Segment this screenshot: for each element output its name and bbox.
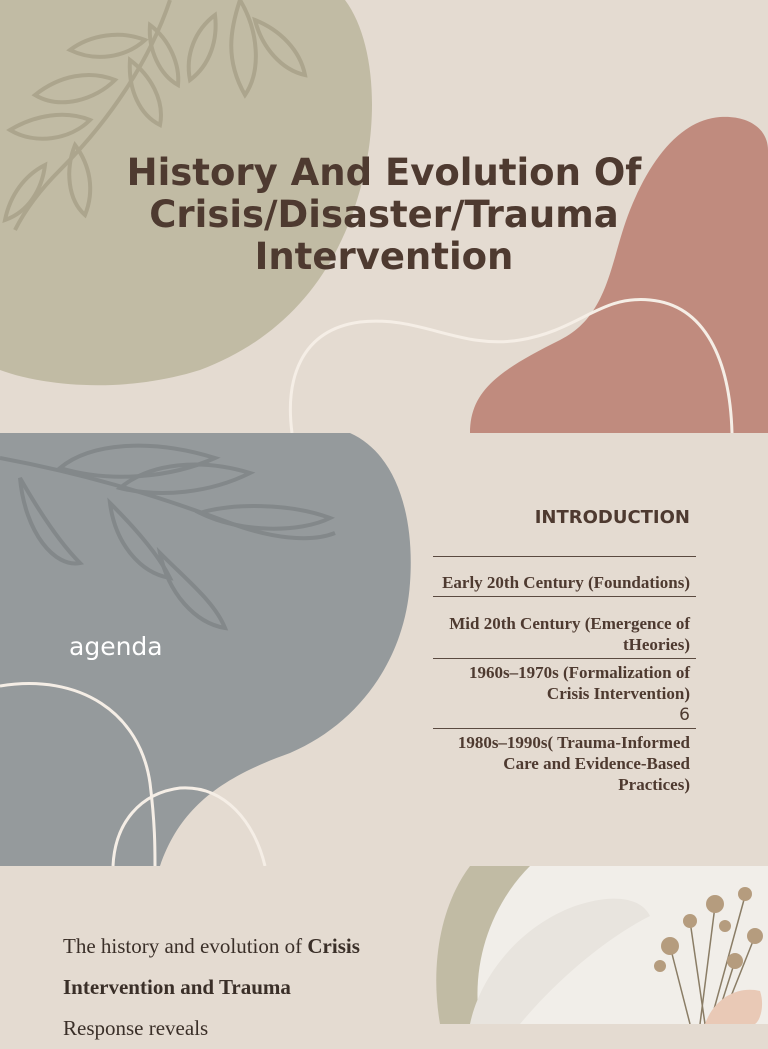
intro-text-bold: Crisis Intervention and Trauma	[63, 934, 360, 999]
intro-text-start: The history and evolution of	[63, 934, 308, 958]
agenda-list	[433, 490, 696, 798]
grey-blob	[0, 433, 411, 866]
page-number: 6	[679, 705, 690, 725]
agenda-item-4[interactable]	[433, 728, 696, 798]
agenda-item-label: Mid 20th Century (Emergence of tHeories)	[449, 614, 690, 654]
agenda-heading: INTRODUCTION	[534, 507, 690, 528]
agenda-item-3[interactable]	[433, 658, 696, 728]
agenda-label: agenda	[69, 632, 163, 661]
intro-text-end: Response reveals	[63, 1016, 209, 1040]
agenda-item-1[interactable]	[433, 556, 696, 596]
slide-title	[0, 0, 768, 433]
agenda-item-label: 1960s–1970s (Formalization of Crisis Intervention)	[469, 663, 690, 703]
agenda-item-label: Early 20th Century (Foundations)	[442, 573, 690, 592]
slide-title-text: History And Evolution Of Crisis/Disaster/Trauma Intervention	[126, 151, 642, 278]
intro-paragraph	[63, 926, 403, 1049]
agenda-item-2[interactable]	[433, 596, 696, 658]
agenda-item-label: 1980s–1990s( Trauma-Informed Care and Evidence-Based Practices)	[457, 733, 690, 794]
